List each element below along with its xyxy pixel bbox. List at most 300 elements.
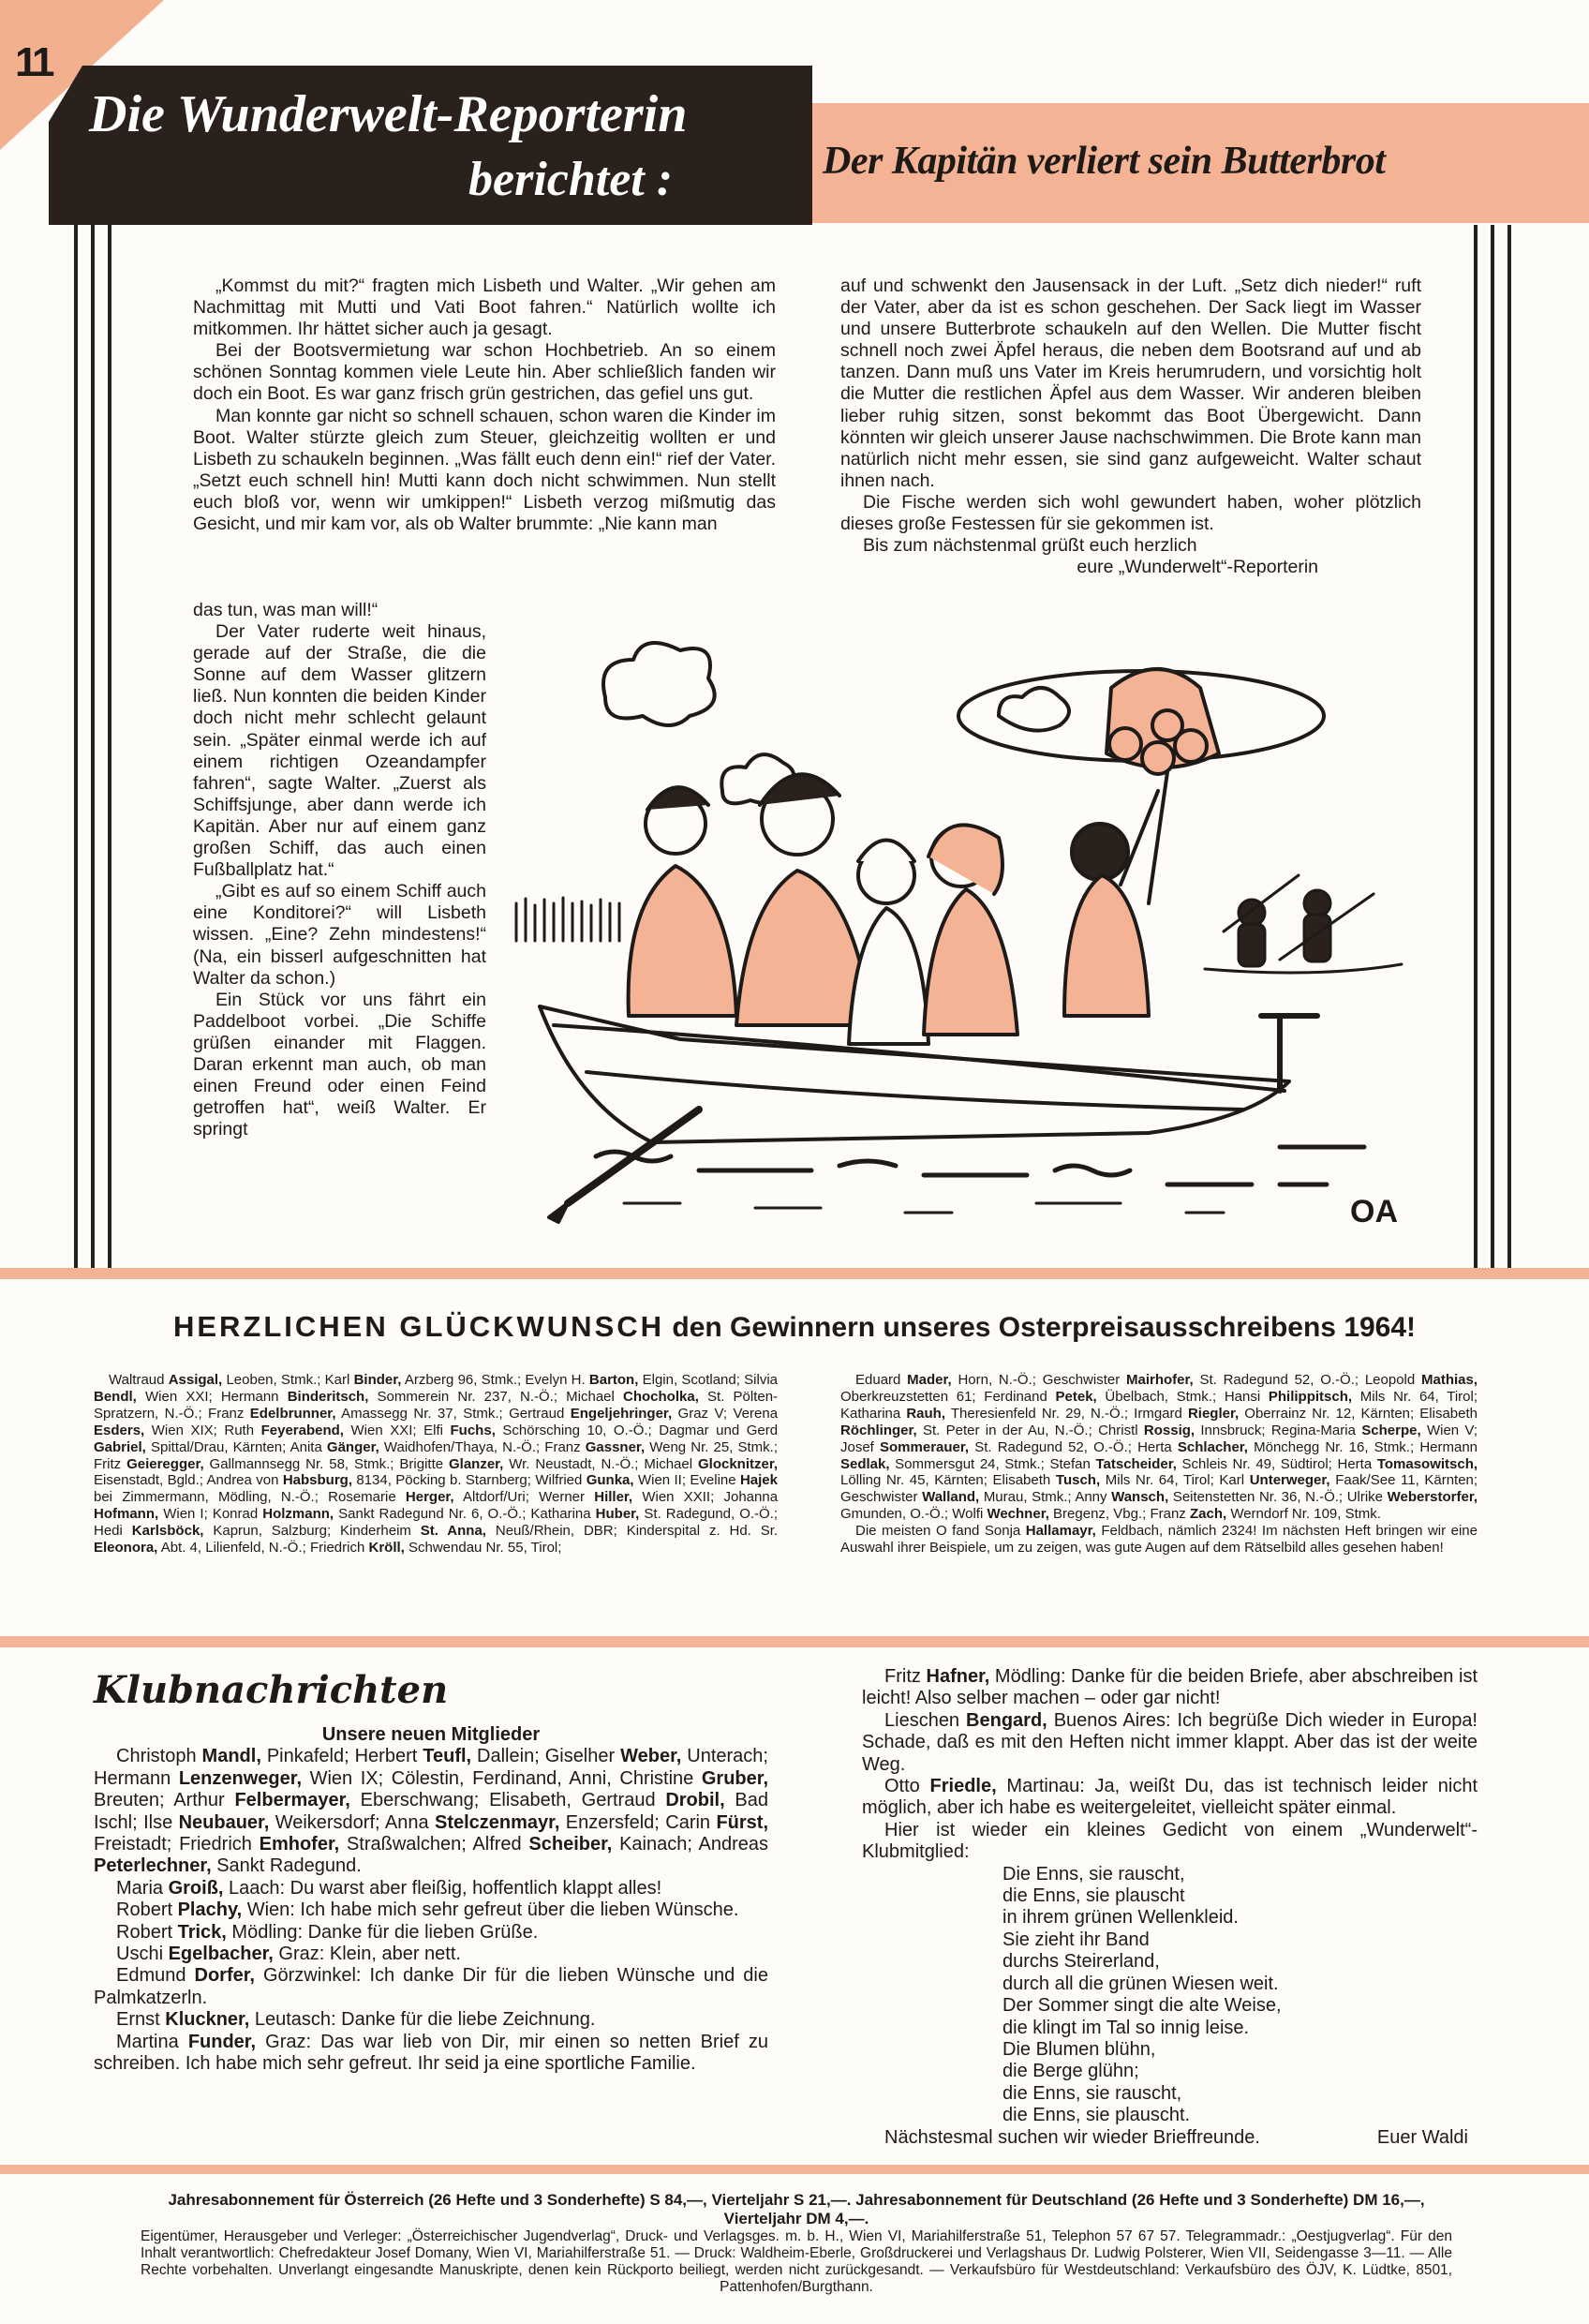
entry-detail: Dallein; (477, 1746, 540, 1767)
entry-prefix: Konrad (212, 1506, 259, 1523)
entry-detail: Seitenstetten Nr. 36, N.-Ö.; (1172, 1489, 1344, 1506)
story-column-1 (193, 276, 776, 535)
entry-name: St. Anna, (420, 1523, 486, 1540)
entry-name: Karlsböck, (131, 1523, 204, 1540)
entry-detail: Graz V; (677, 1405, 728, 1422)
entry-name: Hajek (739, 1472, 778, 1489)
entry-name: Scherpe, (1361, 1422, 1421, 1438)
entry-prefix: Gertraud (509, 1405, 565, 1422)
walter-figure (1064, 791, 1158, 1016)
club-message (94, 1899, 768, 1921)
poem-line: Die Enns, sie rauscht, (1002, 1863, 1185, 1885)
entry-name: Fuchs, (450, 1422, 496, 1438)
entry-detail: Wien I; (163, 1506, 208, 1523)
story-paragraph: das tun, was man will!“ (193, 600, 379, 620)
page-number: 11 (15, 39, 52, 85)
entry-prefix: Lieschen (884, 1709, 960, 1731)
entry-detail: Eisenstadt, Bgld.; (94, 1472, 203, 1489)
winner-entry (1219, 1472, 1478, 1488)
entry-prefix: Karl (324, 1372, 350, 1388)
entry-name: Weber, (620, 1746, 682, 1767)
winner-entry (290, 1439, 541, 1455)
contest-heading-bold: HERZLICHEN GLÜCKWUNSCH (172, 1310, 665, 1343)
entry-detail: Martinau: Ja, weißt Du, das ist technisch leider nicht möglich, aber ich habe es weitergeleitet, vielleicht später einmal. (862, 1776, 1478, 1819)
entry-name: Geieregger, (126, 1455, 204, 1472)
entry-name: Wechner, (987, 1506, 1049, 1523)
member-entry (545, 1746, 768, 1766)
entry-detail: 8134, Pöcking b. Starnberg; (356, 1472, 531, 1489)
left-rule-lines (74, 225, 111, 1268)
entry-prefix: Leopold (1364, 1372, 1416, 1388)
entry-detail: Amassegg Nr. 37, Stmk.; (341, 1405, 503, 1422)
entry-prefix: Kinderspital z. Hd. Sr. (626, 1523, 779, 1540)
winner-entry (984, 1389, 1216, 1405)
entry-name: Esders, (94, 1422, 145, 1438)
club-message (94, 1944, 768, 1965)
entry-detail: Bregenz, Vbg.; (1053, 1506, 1147, 1523)
entry-name: Bendl, (94, 1388, 137, 1405)
club-column-left (94, 1724, 768, 2076)
entry-prefix: Maria (116, 1877, 164, 1899)
winner-entry (544, 1439, 778, 1455)
entry-prefix: Hansi (1224, 1388, 1261, 1405)
entry-name: Stelczenmayr, (434, 1811, 560, 1833)
boat-illustration (512, 622, 1445, 1231)
entry-name: Wansch, (1111, 1489, 1169, 1506)
entry-name: Drobil, (665, 1790, 725, 1811)
cloud-icon (603, 643, 715, 725)
entry-name: Edelbrunner, (249, 1405, 336, 1422)
entry-detail: Werndorf Nr. 109, Stmk. (1230, 1506, 1381, 1523)
entry-detail: Schörsching 10, O.-Ö.; (502, 1422, 652, 1438)
entry-prefix: Franz (544, 1438, 581, 1455)
entry-prefix: Robert (116, 1921, 173, 1943)
subscription-info: Jahresabonnement für Österreich (26 Hefte und 3 Sonderhefte) S 84,—, Vierteljahr S 21,—. Jahresabonnement für Deutschland (26 Hefte und 3 Sonderhefte) DM 16,—, Vierteljahr DM 4,—. (168, 2191, 1425, 2227)
winner-entry (840, 1439, 1132, 1455)
entry-prefix: Herta (1137, 1438, 1172, 1455)
entry-name: Hofmann, (94, 1506, 159, 1523)
club-message (94, 2009, 768, 2031)
club-message (862, 1776, 1478, 1820)
club-column-right (862, 1666, 1478, 2149)
mother-figure (629, 787, 736, 1016)
father-figure (736, 774, 872, 1025)
entry-name: Peterlechner, (94, 1855, 212, 1877)
winner-entry (328, 1489, 529, 1505)
entry-name: Kluckner, (165, 2009, 250, 2031)
contest-heading-rest: den Gewinnern unseres Osterpreisausschreibens 1964! (672, 1312, 1417, 1343)
entry-prefix: Die meisten O fand Sonja (855, 1523, 1021, 1540)
cloud-icon (999, 688, 1069, 731)
winner-entry (952, 1506, 1146, 1522)
entry-detail: Arzberg 96, Stmk.; (404, 1372, 522, 1388)
entry-detail: bei Zimmermann, Mödling, N.-Ö.; (94, 1489, 319, 1506)
entry-name: Herger, (405, 1489, 454, 1506)
entry-name: Eleonora, (94, 1540, 158, 1557)
club-message (94, 1878, 768, 1899)
illustrator-mark: OA (1350, 1194, 1398, 1229)
winner-entry (1137, 1439, 1414, 1455)
entry-prefix: Silvia (744, 1372, 779, 1388)
entry-detail: Weng Nr. 25, Stmk.; (649, 1438, 778, 1455)
entry-prefix: Alfred (472, 1834, 522, 1855)
entry-detail: Gallmannsegg Nr. 58, Stmk.; (209, 1455, 394, 1472)
entry-prefix: Anny (1075, 1489, 1107, 1506)
entry-name: Gabriel, (94, 1438, 146, 1455)
entry-prefix: Rosemarie (328, 1489, 396, 1506)
entry-name: Groiß, (168, 1877, 224, 1899)
entry-detail: Kaprun, Salzburg; (213, 1523, 332, 1540)
entry-detail: Oberrainz Nr. 12, Kärnten; (1244, 1405, 1415, 1422)
divider-bar (0, 2165, 1589, 2174)
entry-prefix: Martina (116, 2031, 179, 2052)
entry-detail: Lölling Nr. 45, Kärnten; (840, 1472, 988, 1489)
entry-name: Assigal, (168, 1372, 223, 1388)
story-signoff: eure „Wunderwelt“-Reporterin (1077, 557, 1318, 578)
entry-detail: St. Radegund 52, O.-Ö.; (1199, 1372, 1359, 1388)
entry-name: Chocholka, (623, 1388, 699, 1405)
entry-detail: Graz: Das war lieb von Dir, mir einen so netten Brief zu schreiben. Ich habe mich sehr gefreut. Ihr seid ja eine sportliche Familie. (94, 2031, 768, 2075)
series-title-line2: berichtet : (468, 153, 674, 206)
member-entry (355, 1746, 540, 1766)
club-message (94, 1965, 768, 2009)
winner-entry (340, 1523, 617, 1539)
club-message-text (116, 2009, 595, 2030)
winner-entry (1075, 1489, 1343, 1505)
entry-name: Egelbacher, (168, 1944, 274, 1965)
entry-detail: Wien XXII; (642, 1489, 715, 1506)
entry-prefix: Werner (539, 1489, 586, 1506)
entry-name: Glocknitzer, (697, 1455, 779, 1472)
entry-detail: Abt. 4, Lilienfeld, N.-Ö.; (160, 1540, 306, 1557)
entry-name: Unterweger, (1249, 1472, 1330, 1489)
entry-name: Trick, (177, 1921, 227, 1943)
entry-detail: Feldbach, nämlich 2324! Im nächsten Heft bringen wir eine Auswahl ihrer Beispiele, um zu zeigen, was gute Augen auf dem Rätselbild alles gesehen haben! (840, 1523, 1478, 1557)
winner-entry (1134, 1406, 1414, 1422)
entry-name: Weberstorfer, (1387, 1489, 1478, 1506)
entry-prefix: Franz (1150, 1506, 1186, 1523)
entry-prefix: Hermann (1419, 1438, 1478, 1455)
entry-detail: Innsbruck; (1200, 1422, 1266, 1438)
entry-name: Mairhofer, (1126, 1372, 1194, 1388)
entry-prefix: Wilfried (535, 1472, 583, 1489)
entry-name: Schlacher, (1177, 1438, 1248, 1455)
entry-detail: Kainach; (619, 1834, 692, 1855)
member-entry (94, 1768, 383, 1789)
entry-detail: Faak/See 11, Kärnten; (1335, 1472, 1478, 1489)
entry-name: Scheiber, (528, 1834, 613, 1855)
entry-detail: Wien XXI; (350, 1422, 417, 1438)
winner-entry (423, 1423, 652, 1438)
entry-detail: Gmunden, O.-Ö.; (840, 1506, 949, 1523)
entry-detail: St. Radegund, O.-Ö.; (644, 1506, 779, 1523)
club-message-text (116, 1944, 461, 1964)
entry-prefix: Robert (116, 1899, 173, 1921)
entry-detail: Mils Nr. 64, Tirol; (1359, 1388, 1478, 1405)
winner-entry (525, 1372, 740, 1388)
winner-entry (1043, 1372, 1359, 1388)
club-message-text (116, 1878, 661, 1899)
entry-detail: Wien: Ich habe mich sehr gefreut über die lieben Wünsche. (246, 1899, 739, 1921)
entry-name: Mader, (907, 1372, 952, 1388)
entry-prefix: Regina-Maria (1270, 1422, 1356, 1438)
entry-detail: Freistadt; (94, 1834, 172, 1855)
entry-name: Lenzenweger, (178, 1767, 302, 1789)
story-column-1-narrow (193, 600, 486, 1140)
entry-name: Gassner, (585, 1438, 646, 1455)
winner-entry (109, 1372, 320, 1388)
story-paragraph: „Gibt es auf so einem Schiff auch eine Konditorei?“ will Lisbeth wissen. „Eine? Zehn mindestens!“ (Na, ein bisserl aufgeschnitten hat Walter da schon.) (193, 881, 486, 989)
club-closing (862, 2127, 1478, 2149)
entry-name: Riegler, (1187, 1405, 1240, 1422)
entry-name: Mandl, (201, 1746, 261, 1767)
poem-line: Sie zieht ihr Band (1002, 1929, 1150, 1950)
winner-entry (224, 1423, 416, 1438)
entry-prefix: Geschwister (840, 1489, 918, 1506)
entry-detail: Graz: Klein, aber nett. (278, 1944, 461, 1965)
entry-prefix: Ilse (143, 1811, 173, 1833)
entry-name: Philippitsch, (1268, 1388, 1353, 1405)
entry-name: Rossig, (1143, 1422, 1195, 1438)
entry-name: Sommerauer, (880, 1438, 970, 1455)
entry-name: Mathias, (1421, 1372, 1478, 1388)
water-waves (596, 1147, 1364, 1213)
entry-prefix: Geschwister (1042, 1372, 1121, 1388)
winner-entry (94, 1456, 394, 1472)
entry-prefix: Eduard (855, 1372, 901, 1388)
winner-entry (1049, 1456, 1331, 1472)
entry-name: Kröll, (368, 1540, 405, 1557)
story-paragraph: Ein Stück vor uns fährt ein Paddelboot vorbei. „Die Schiffe grüßen einander mit Flaggen. Daran erkennt man auch, ob man einen Freund oder einen Feind getroffen hat“, weiß Walter. Er springt (193, 989, 486, 1140)
entry-detail: St. Peter in der Au, N.-Ö.; (923, 1422, 1092, 1438)
poem-line: die klingt im Tal so innig leise. (1002, 2017, 1250, 2038)
club-message (94, 1922, 768, 1944)
contest-heading (0, 1310, 1589, 1344)
club-message-text (116, 1899, 738, 1920)
entry-name: Glanzer, (448, 1455, 504, 1472)
winner-entry (509, 1406, 727, 1422)
entry-name: Neubauer, (178, 1811, 270, 1833)
entry-name: Feyerabend, (260, 1422, 344, 1438)
story-paragraph: Man konnte gar nicht so schnell schauen, schon waren die Kinder im Boot. Walter stürzte gleich zum Steuer, gleichzeitig wollten er und Lisbeth zu schaukeln beginnen. „Was fällt euch denn ein!“ rief der Vater. „Setzt euch schnell hin! Mutti kann doch nicht schwimmen. Nun stellt euch bloß vor, wenn wir umkippen!“ Lisbeth verzog mißmutig das Gesicht, und mir kam vor, als ob Walter brummte: „Nie kann man (193, 405, 776, 535)
club-message-text (862, 1710, 1478, 1775)
entry-prefix: Anna (384, 1811, 429, 1833)
entry-detail: Enzersfeld; (565, 1811, 660, 1833)
reeds (516, 898, 619, 941)
club-signature: Euer Waldi (1376, 2126, 1468, 2148)
entry-name: Gunka, (586, 1472, 634, 1489)
entry-name: Huber, (595, 1506, 640, 1523)
entry-name: Zach, (1189, 1506, 1227, 1523)
entry-name: Barton, (588, 1372, 639, 1388)
poem-line: die Enns, sie plauscht. (1002, 2105, 1191, 2126)
entry-name: Tatscheider, (1095, 1455, 1177, 1472)
entry-detail: Schwendau Nr. 55, Tirol; (408, 1540, 562, 1557)
entry-detail: Mödling: Danke für die beiden Briefe, aber abschreiben ist leicht! Also selber machen – oder gar nicht! (862, 1666, 1478, 1709)
entry-detail: Mönchegg Nr. 16, Stmk.; (1254, 1438, 1415, 1455)
divider-bar (0, 1268, 1589, 1279)
poem-line: durchs Steirerland, (1002, 1951, 1160, 1973)
entry-prefix: Fritz (884, 1666, 921, 1687)
winner-entry (1150, 1506, 1381, 1522)
entry-prefix: Elfi (423, 1422, 443, 1438)
entry-prefix: Christoph (116, 1746, 197, 1767)
entry-prefix: Johanna (723, 1489, 779, 1506)
entry-detail: Elgin, Scotland; (642, 1372, 740, 1388)
poem-line: die Berge glühn; (1002, 2061, 1139, 2082)
entry-detail: Übelbach, Stmk.; (1105, 1388, 1217, 1405)
entry-detail: Eberschwang; (360, 1790, 480, 1811)
entry-detail: Bad Ischl; (94, 1790, 768, 1833)
right-rule-lines (1474, 225, 1511, 1268)
entry-prefix: Anita (290, 1438, 322, 1455)
entry-detail: Görzwinkel: Ich danke Dir für die lieben Wünsche und die Palmkatzerln. (94, 1965, 768, 2008)
member-entry (173, 1790, 479, 1810)
entry-detail: Wien V; (1426, 1422, 1478, 1438)
entry-prefix: Franz (208, 1405, 245, 1422)
entry-name: Gruber, (701, 1767, 769, 1789)
entry-detail: Altdorf/Uri; (463, 1489, 529, 1506)
entry-detail: Leutasch: Danke für die liebe Zeichnung. (254, 2009, 596, 2031)
winners-column-right (840, 1372, 1478, 1557)
member-entry (385, 1812, 660, 1833)
entry-detail: Sankt Radegund Nr. 6, O.-Ö.; (338, 1506, 527, 1523)
entry-prefix: Herta (1337, 1455, 1373, 1472)
entry-prefix: Christl (1098, 1422, 1138, 1438)
entry-name: Rauh, (906, 1405, 945, 1422)
entry-prefix: Ulrike (1346, 1489, 1384, 1506)
entry-detail: Wien II; (637, 1472, 687, 1489)
entry-detail: Sommerein Nr. 237, N.-Ö.; (377, 1388, 558, 1405)
club-message-text (94, 2032, 768, 2074)
entry-name: Friedle, (929, 1776, 997, 1797)
winner-entry (325, 1372, 522, 1388)
members-heading: Unsere neuen Mitglieder (321, 1724, 541, 1745)
winner-entry (208, 1406, 503, 1422)
entry-prefix: Waltraud (109, 1372, 165, 1388)
entry-name: Holzmann, (262, 1506, 334, 1523)
entry-prefix: Edmund (116, 1965, 186, 1987)
entry-name: Bengard, (966, 1709, 1047, 1731)
entry-detail: Mils Nr. 64, Tirol; (1105, 1472, 1214, 1489)
entry-prefix: Katharina (530, 1506, 591, 1523)
entry-prefix: Elisabeth (992, 1472, 1051, 1489)
winner-entry (213, 1506, 527, 1522)
entry-name: Hafner, (926, 1666, 990, 1687)
entry-name: Plachy, (177, 1899, 243, 1921)
entry-prefix: Irmgard (1134, 1405, 1182, 1422)
entry-detail: Neuß/Rhein, DBR; (495, 1523, 617, 1540)
member-entry (179, 1834, 467, 1855)
paddlers (1205, 875, 1402, 973)
entry-detail: Mödling: Danke für die lieben Grüße. (231, 1921, 539, 1943)
entry-prefix: Friedrich (309, 1540, 365, 1557)
entry-detail: Pinkafeld; (266, 1746, 349, 1767)
entry-detail: Wien XXI; (145, 1388, 213, 1405)
entry-detail: Laach: Du warst aber fleißig, hoffentlich klappt alles! (229, 1877, 662, 1899)
closing-text: Nächstesmal suchen wir wieder Brieffreunde. (884, 2126, 1260, 2148)
story-paragraph: Die Fische werden sich wohl gewundert haben, woher plötzlich dieses große Festessen für sie gekommen ist. (840, 491, 1421, 535)
entry-detail: Sankt Radegund. (216, 1855, 362, 1877)
entry-detail: Horn, N.-Ö.; (958, 1372, 1036, 1388)
imprint: Eigentümer, Herausgeber und Verleger: „Österreichischer Jugendverlag“, Druck- und Verlagsges. m. b. H., Wien VI, Mariahilferstraße 51, Telephon 57 67 57. Telegrammadr.: „Oestjugverlag“. Für den Inhalt verantwortlich: Chefredakteur Josef Domany, Wien VI, Mariahilferstraße 51. — Druck: Waldheim-Eberle, Großdruckerei und Verlagshaus Dr. Ludwig Polsterer, Wien VII, Seidengasse 3—11. — Alle Rechte vorbehalten. Unverlangt eingesandte Manuskripte, denen kein Rückporto beiliegt, werden nicht zurückgesandt. — Verkaufsbüro für Westdeutschland: Verkaufsbüro des ÖJV, K. Lüdtke, 8501, Pattenhofen/Burgthann. (141, 2228, 1452, 2295)
entry-prefix: Hedi (94, 1523, 123, 1540)
entry-detail: Waidhofen/Thaya, N.-Ö.; (383, 1438, 541, 1455)
daughter-figure (924, 825, 1017, 1035)
entry-name: Hiller, (594, 1489, 633, 1506)
entry-name: Gänger, (326, 1438, 379, 1455)
entry-detail: Buenos Aires: Ich begrüße Dich wieder in Europa! Schade, daß es mit den Heften nicht immer klappt. Aber das ist der weite Weg. (862, 1709, 1478, 1775)
entry-detail: Sommersgut 24, Stmk.; (895, 1455, 1045, 1472)
entry-name: Hallamayr, (1025, 1523, 1096, 1540)
entry-name: Walland, (922, 1489, 980, 1506)
series-title: Die Wunderwelt-Reporterin (89, 85, 688, 143)
club-message-text (862, 1776, 1478, 1818)
story-paragraph: auf und schwenkt den Jausensack in der Luft. „Setz dich nieder!“ ruft der Vater, aber da ist es schon geschehen. Der Sack liegt im Wasser und unsere Butterbrote schaukeln auf den Wellen. Die Mutter fischt schnell noch zwei Äpfel heraus, die neben dem Bootsrand auf und ab tanzen. Dann muß uns Vater im Kreis herumrudern, und vorsichtig holt die Mutter die restlichen Äpfel aus dem Wasser. Wir anderen bleiben lieber ruhig sitzen, sonst bekommt das Boot Übergewicht. Dann könnten wir gleich unserer Jause nachschwimmen. Die Brote kann man natürlich nicht mehr essen, sie sind ganz aufgeweicht. Walter schaut ihnen nach. (840, 276, 1421, 491)
entry-detail: Wien XIX; (151, 1422, 217, 1438)
winner-entry (1225, 1389, 1478, 1405)
entry-prefix: Michael (566, 1388, 615, 1405)
winner-entry (840, 1489, 1072, 1505)
entry-detail: Wien IX; (309, 1767, 384, 1789)
entry-detail: St. Radegund 52, O.-Ö.; (974, 1438, 1132, 1455)
entry-prefix: Fritz (94, 1455, 122, 1472)
club-message (94, 2032, 768, 2076)
entry-prefix: Elisabeth, Gertraud (489, 1790, 656, 1811)
winner-entry (993, 1472, 1214, 1488)
entry-prefix: Karl (1219, 1472, 1245, 1489)
entry-prefix: Cölestin, Ferdinand, Anni, Christine (391, 1767, 694, 1789)
entry-prefix: Stefan (1049, 1455, 1091, 1472)
entry-detail: Straßwalchen; (346, 1834, 467, 1855)
entry-prefix: Wolfi (952, 1506, 984, 1523)
contest-note (840, 1523, 1478, 1556)
entry-detail: St. Pölten-Spratzern, N.-Ö.; (94, 1388, 779, 1422)
entry-prefix: Eveline (690, 1472, 736, 1489)
winner-entry (221, 1389, 557, 1405)
winner-entry (840, 1406, 1128, 1422)
winner-entry (310, 1540, 561, 1556)
entry-detail: Spittal/Drau, Kärnten; (150, 1438, 287, 1455)
entry-prefix: Otto (884, 1776, 920, 1797)
entry-prefix: Giselher (544, 1746, 616, 1767)
winner-entry (399, 1456, 638, 1472)
poem-line: in ihrem grünen Wellenkleid. (1002, 1907, 1239, 1929)
poem-line: die Enns, sie plauscht (1002, 1885, 1185, 1907)
entry-prefix: Evelyn H. (525, 1372, 586, 1388)
club-heading: Klubnachrichten (94, 1668, 449, 1712)
poem-intro: Hier ist wieder ein kleines Gedicht von einem „Wunderwelt“-Klubmitglied: (862, 1819, 1478, 1863)
winner-entry (94, 1523, 331, 1539)
entry-prefix: Hermann (94, 1767, 171, 1789)
entry-detail: Leoben, Stmk.; (226, 1372, 321, 1388)
winner-entry (535, 1472, 686, 1488)
entry-prefix: Ruth (224, 1422, 255, 1438)
entry-detail: Breuten; (94, 1790, 165, 1811)
child-figure (849, 841, 928, 1045)
club-message (862, 1710, 1478, 1776)
entry-prefix: Carin (665, 1811, 711, 1833)
entry-name: Felbermayer, (234, 1790, 350, 1811)
club-message-text (94, 1965, 768, 2007)
entry-name: Tomasowitsch, (1376, 1455, 1478, 1472)
entry-name: Teufl, (423, 1746, 472, 1767)
entry-prefix: Elisabeth (1419, 1405, 1478, 1422)
club-message-text (862, 1666, 1478, 1708)
divider-bar (0, 1636, 1589, 1647)
entry-detail: Theresienfeld Nr. 29, N.-Ö.; (950, 1405, 1129, 1422)
member-entry (116, 1746, 349, 1766)
